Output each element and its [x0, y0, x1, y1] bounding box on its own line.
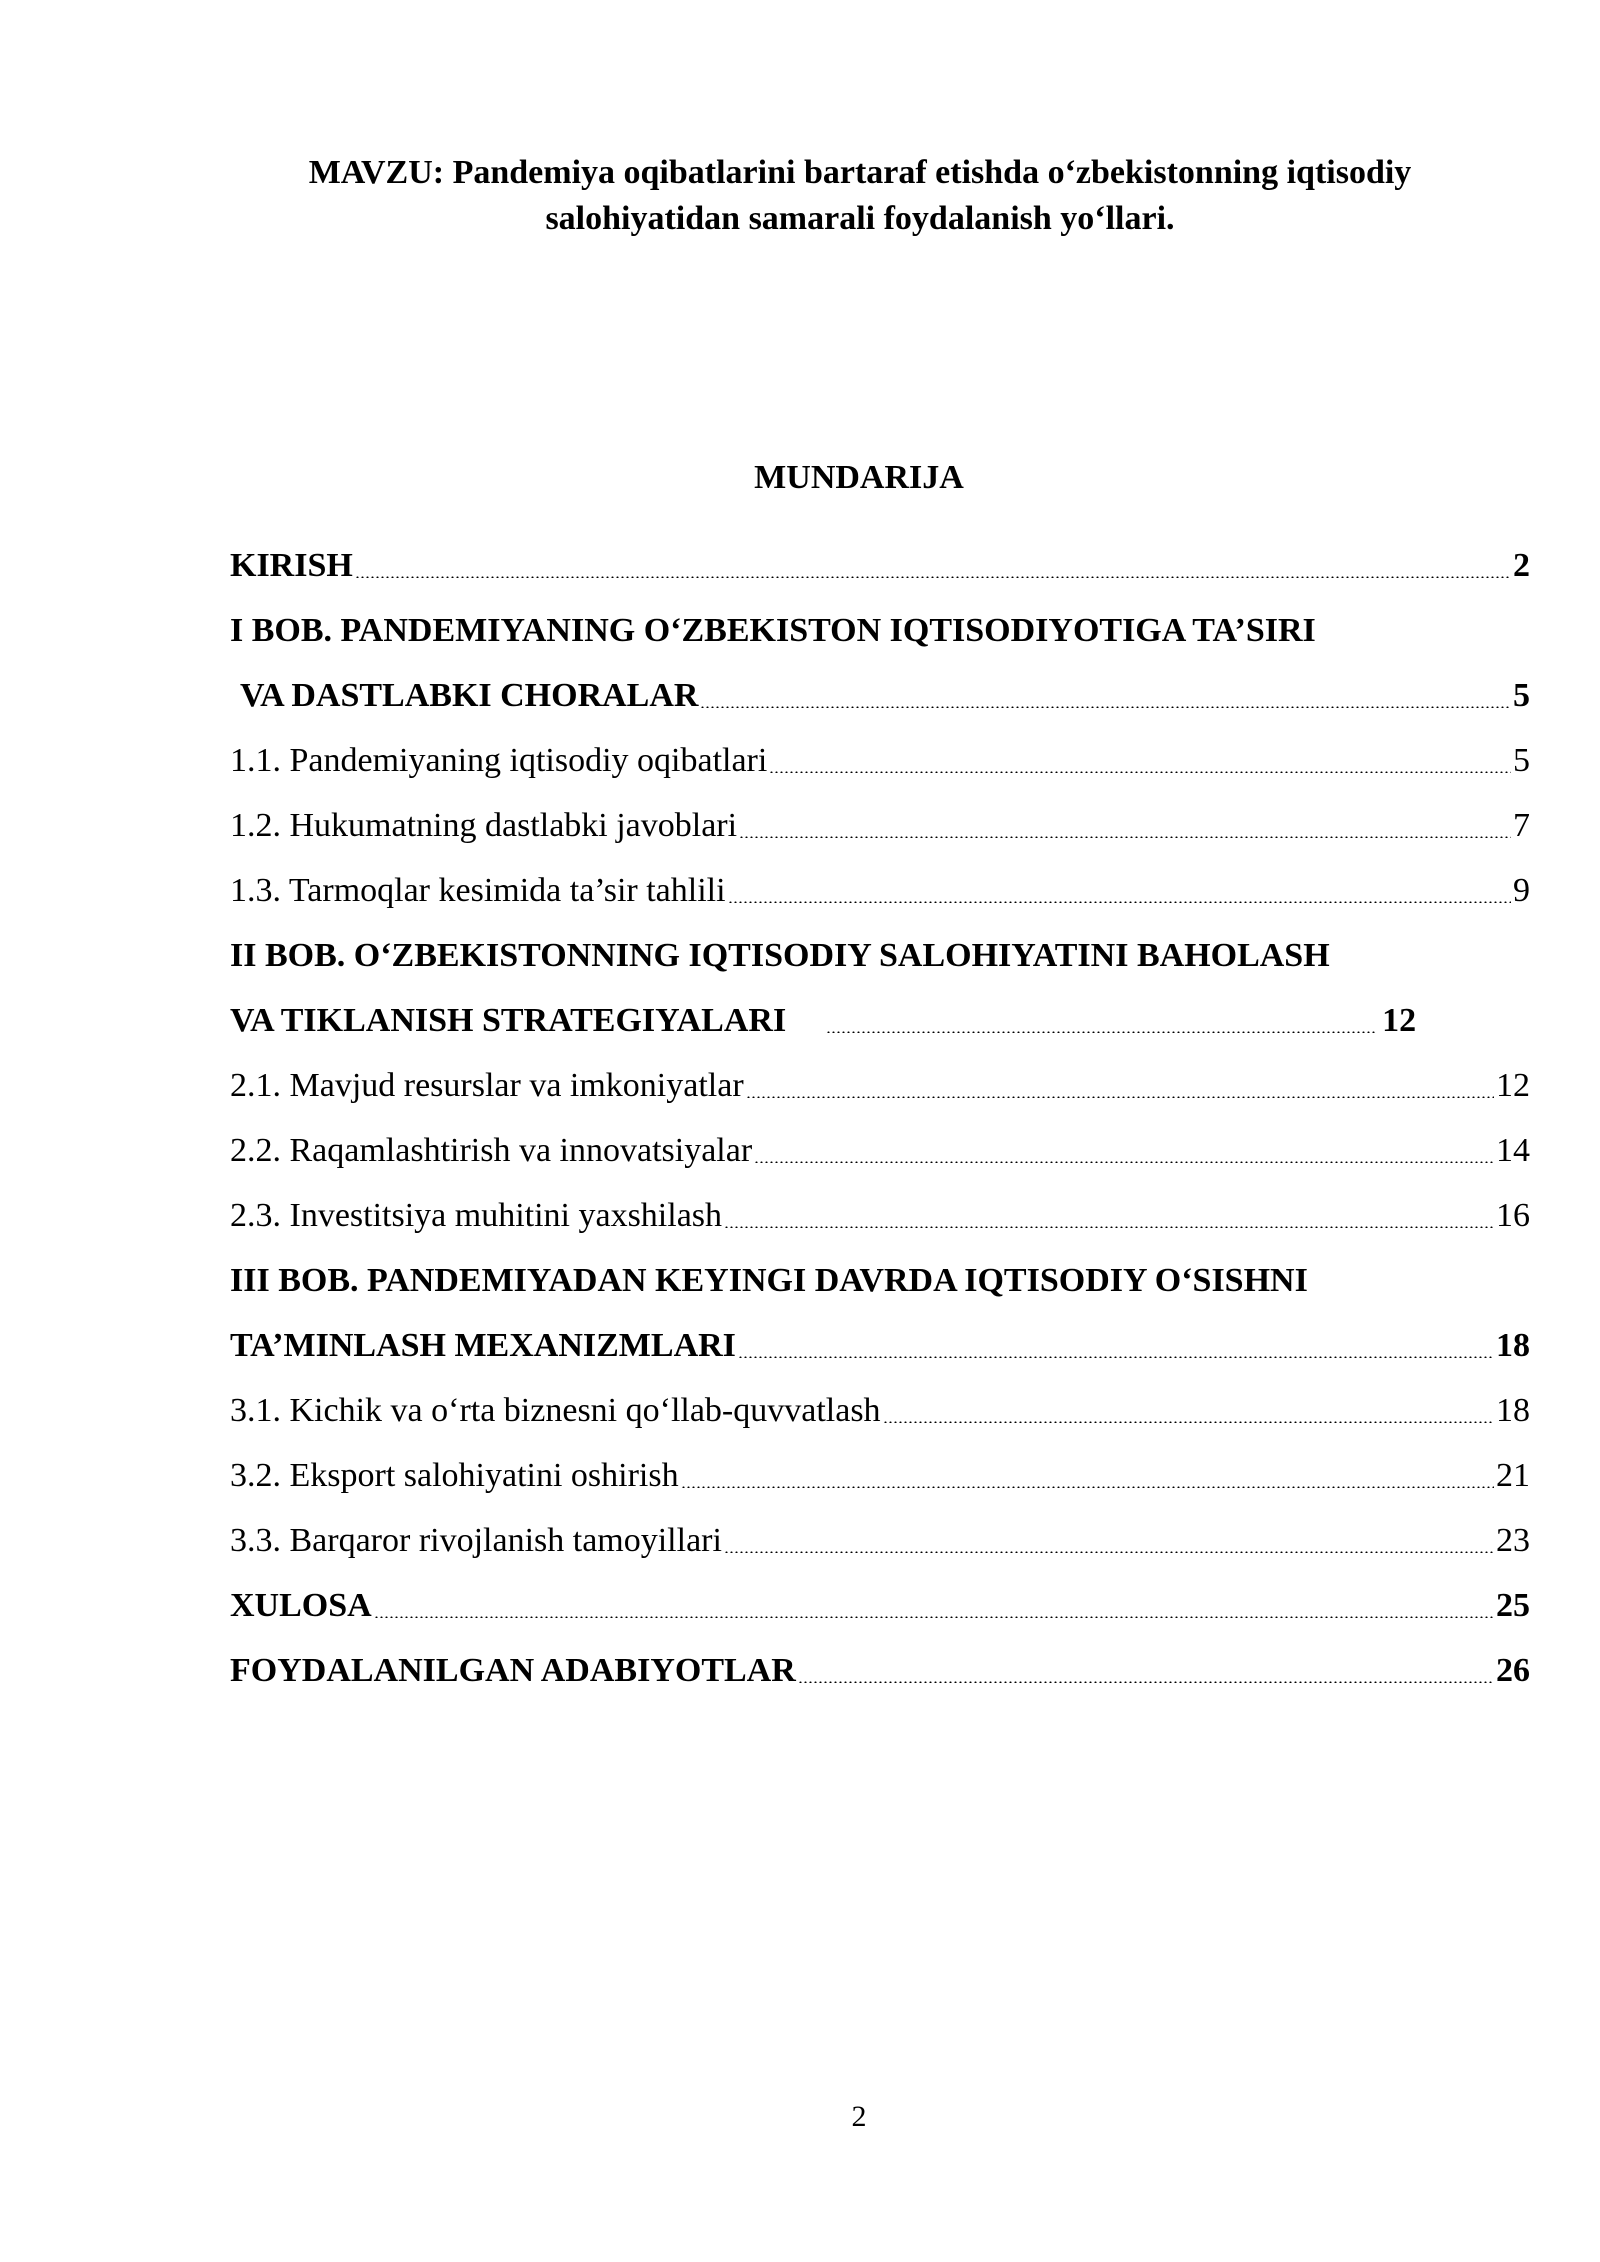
toc-entry-label: XULOSA	[230, 1586, 372, 1624]
toc-page-number: 5	[1513, 741, 1530, 779]
toc-entry-label: 1.1. Pandemiyaning iqtisodiy oqibatlari	[230, 741, 768, 779]
document-title	[200, 150, 1520, 242]
toc-entry-2-2[interactable]	[230, 1118, 1530, 1183]
table-of-contents	[230, 533, 1530, 1703]
toc-dot-leader	[798, 1681, 1494, 1683]
toc-entry-label: I BOB. PANDEMIYANING O‘ZBEKISTON IQTISODIYOTIGA TA’SIRI	[230, 611, 1316, 649]
toc-entry-label: 3.3. Barqaror rivojlanish tamoyillari	[230, 1521, 722, 1559]
toc-entry-1-3[interactable]	[230, 858, 1530, 923]
toc-page-number: 14	[1496, 1131, 1530, 1169]
toc-entry-3-2[interactable]	[230, 1443, 1530, 1508]
toc-entry-label: 1.2. Hukumatning dastlabki javoblari	[230, 806, 738, 844]
toc-page-number: 7	[1513, 806, 1530, 844]
toc-dot-leader	[739, 836, 1511, 838]
toc-entry-label: FOYDALANILGAN ADABIYOTLAR	[230, 1651, 796, 1689]
toc-entry-chapter-1-line-2[interactable]	[230, 663, 1530, 728]
toc-entry-chapter-3-line-2[interactable]	[230, 1313, 1530, 1378]
toc-dot-leader	[374, 1616, 1494, 1618]
toc-entry-label: VA DASTLABKI CHORALAR	[240, 676, 699, 714]
toc-dot-leader	[769, 771, 1511, 773]
toc-page-number: 18	[1496, 1326, 1530, 1364]
toc-entry-label: KIRISH	[230, 546, 353, 584]
toc-page-number: 2	[1513, 546, 1530, 584]
toc-dot-leader	[724, 1226, 1494, 1228]
toc-page-number: 12	[1496, 1066, 1530, 1104]
toc-entry-kirish[interactable]	[230, 533, 1530, 598]
toc-entry-label: 2.3. Investitsiya muhitini yaxshilash	[230, 1196, 723, 1234]
toc-dot-leader	[355, 576, 1511, 578]
toc-dot-leader	[746, 1096, 1494, 1098]
toc-dot-leader	[826, 1031, 1376, 1033]
toc-entry-1-1[interactable]	[230, 728, 1530, 793]
toc-entry-chapter-2-line-1[interactable]	[230, 923, 1530, 988]
toc-entry-2-3[interactable]	[230, 1183, 1530, 1248]
toc-entry-references[interactable]	[230, 1638, 1530, 1703]
toc-entry-label: 2.1. Mavjud resurslar va imkoniyatlar	[230, 1066, 744, 1104]
toc-entry-chapter-2-line-2[interactable]	[230, 988, 1530, 1053]
toc-entry-label: 3.1. Kichik va o‘rta biznesni qo‘llab-quvvatlash	[230, 1391, 881, 1429]
toc-entry-label: 3.2. Eksport salohiyatini oshirish	[230, 1456, 679, 1494]
toc-entry-chapter-3-line-1[interactable]	[230, 1248, 1530, 1313]
toc-dot-leader	[700, 706, 1511, 708]
toc-entry-xulosa[interactable]	[230, 1573, 1530, 1638]
toc-entry-label: TA’MINLASH MEXANIZMLARI	[230, 1326, 736, 1364]
toc-page-number: 9	[1513, 871, 1530, 909]
contents-heading: MUNDARIJA	[754, 459, 964, 496]
toc-page-number: 5	[1513, 676, 1530, 714]
page-number: 2	[851, 2100, 867, 2133]
toc-page-number: 16	[1496, 1196, 1530, 1234]
toc-entry-2-1[interactable]	[230, 1053, 1530, 1118]
title-line-1: MAVZU: Pandemiya oqibatlarini bartaraf etishda o‘zbekistonning iqtisodiy	[308, 154, 1412, 191]
toc-entry-label: III BOB. PANDEMIYADAN KEYINGI DAVRDA IQTISODIY O‘SISHNI	[230, 1261, 1308, 1299]
toc-dot-leader	[681, 1486, 1494, 1488]
toc-entry-label: VA TIKLANISH STRATEGIYALARI	[230, 1001, 787, 1039]
toc-dot-leader	[724, 1551, 1494, 1553]
toc-entry-1-2[interactable]	[230, 793, 1530, 858]
toc-dot-leader	[728, 901, 1511, 903]
toc-dot-leader	[738, 1356, 1494, 1358]
toc-entry-label: II BOB. O‘ZBEKISTONNING IQTISODIY SALOHIYATINI BAHOLASH	[230, 936, 1330, 974]
toc-page-number: 23	[1496, 1521, 1530, 1559]
toc-page-number: 26	[1496, 1651, 1530, 1689]
toc-page-number: 21	[1496, 1456, 1530, 1494]
toc-page-number: 12	[1382, 1001, 1417, 1039]
title-line-2: salohiyatidan samarali foydalanish yo‘llari.	[545, 200, 1175, 237]
toc-entry-label: 2.2. Raqamlashtirish va innovatsiyalar	[230, 1131, 753, 1169]
toc-entry-label: 1.3. Tarmoqlar kesimida ta’sir tahlili	[230, 871, 726, 909]
toc-page-number: 18	[1496, 1391, 1530, 1429]
toc-page-number: 25	[1496, 1586, 1530, 1624]
toc-entry-chapter-1-line-1[interactable]	[230, 598, 1530, 663]
toc-dot-leader	[754, 1161, 1494, 1163]
toc-entry-3-3[interactable]	[230, 1508, 1530, 1573]
toc-dot-leader	[883, 1421, 1494, 1423]
toc-entry-3-1[interactable]	[230, 1378, 1530, 1443]
